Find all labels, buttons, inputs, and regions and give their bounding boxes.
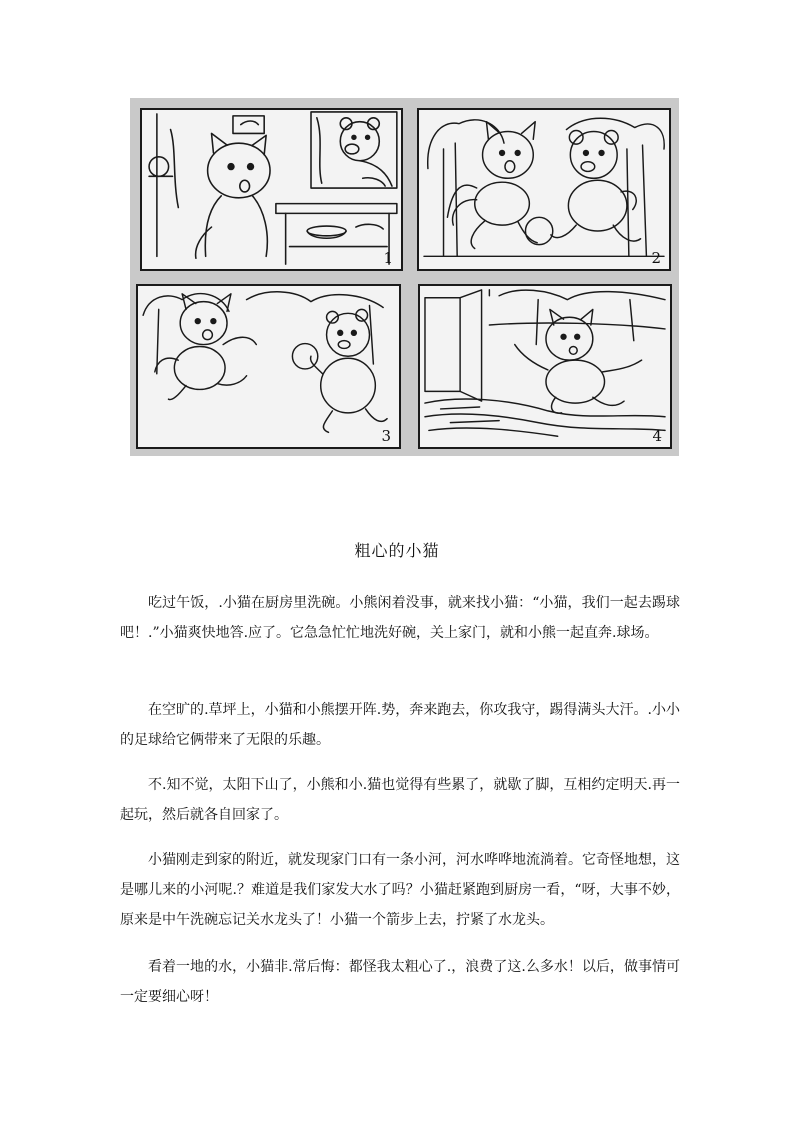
comic-panel-4 [418,284,672,449]
panel-number: 1 [383,249,393,267]
panel-1-illustration [142,110,401,269]
panel-2-illustration [419,110,669,269]
story-title: 粗心的小猫 [354,541,440,560]
comic-panel-2 [417,108,671,271]
comic-panel-1 [140,108,403,271]
story-paragraph-1: 吃过午饭，.小猫在厨房里洗碗。小熊闲着没事，就来找小猫：“小猫，我们一起去踢球吧！.”小猫爽快地答.应了。它急急忙忙地洗好碗，关上家门，就和小熊一起直奔.球场。 [120,595,680,641]
panel-number: 3 [381,427,391,445]
panel-number: 2 [651,249,661,267]
story-paragraph-4: 小猫刚走到家的附近，就发现家门口有一条小河，河水哗哗地流淌着。它奇怪地想，这是哪儿来的小河呢.？难道是我们家发大水了吗？小猫赶紧跑到厨房一看，“呀，大事不妙，原来是中午洗碗忘记关水龙头了！小猫一个箭步上去，拧紧了水龙头。 [120,852,680,928]
panel-3-illustration [138,286,399,447]
comic-panel-3 [136,284,401,449]
story-paragraph-5: 看着一地的水，小猫非.常后悔：都怪我太粗心了.，浪费了这.么多水！以后，做事情可一定要细心呀！ [120,959,680,1005]
story-paragraph-3: 不.知不觉，太阳下山了，小熊和小.猫也觉得有些累了，就歇了脚，互相约定明天.再一起玩，然后就各自回家了。 [120,777,680,823]
panel-4-illustration [420,286,670,447]
story-paragraph-2: 在空旷的.草坪上，小猫和小熊摆开阵.势，奔来跑去，你攻我守，踢得满头大汗。.小小的足球给它俩带来了无限的乐趣。 [120,702,680,748]
panel-number: 4 [652,427,662,445]
comic-strip [130,98,679,456]
